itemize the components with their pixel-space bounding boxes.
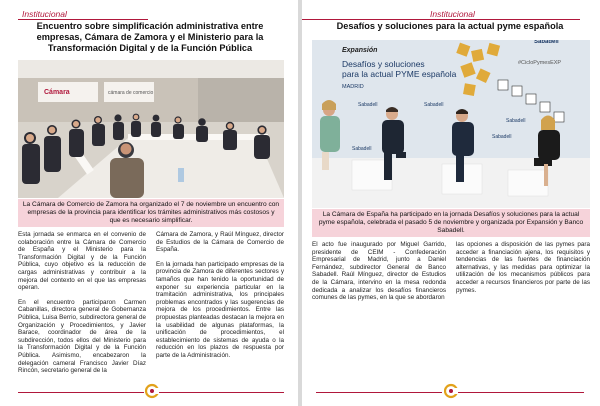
paragraph: El acto fue inaugurado por Miguel Garrido, presidente de CEIM - Confederación Empresarial de Madrid, junto a Daniel Fernández, subdirector General de Banco Sabadell. Raúl Mínguez, director de Estudios de la Cámara, intervino en la mesa redonda dedicada a analizar los desafíos financieros comunes de las pymes, en la que se abordaron [312,241,446,302]
article-column-1 [18,231,146,382]
banner-brand: Cámara [44,89,70,96]
sponsor-mark: Sabadell [506,118,526,124]
panel-photo-illustration [312,40,590,208]
article-column-1 [312,241,446,309]
section-tab-right [302,9,475,21]
sponsor-mark: Sabadell [492,134,512,140]
footer-rule [158,392,284,393]
footer-rule [316,392,442,393]
paragraph: las opciones a disposición de las pymes para acceder a financiación ajena, los requisitos y tendencias de las fuentes de financiación alternativas, y las medidas para optimizar la utilización de los mecanismos públicos para acceder a recursos financieros por parte de las pymes. [456,241,590,294]
meeting-photo-illustration [18,60,284,198]
article-headline: Desafíos y soluciones para la actual pyme española [336,21,564,31]
section-tab-left [18,9,158,21]
sponsor-mark: Sabadell [358,102,378,108]
photo-caption: La Cámara de España ha participado en la jornada Desafíos y soluciones para la actual pyme española, celebrada el pasado 5 de noviembre y organizada por Expansión y Banco Sabadell. [312,209,590,237]
paragraph: En el encuentro participaron Carmen Cabanillas, directora general de Gobernanza Pública, Luisa Berrio, subdirectora general de Organización y Procedimientos, y Javier Barace, coordinador de área de la subdirección, todos ellos del Ministerio para la Transformación Digital y de la Función Pública. Asimismo, encabezaron la delegación cameral Francisco Javier Díaz Rincón, secretario general de la [18,298,146,375]
photo-caption: La Cámara de Comercio de Zamora ha organizado el 7 de noviembre un encuentro con empresas de la provincia para identificar los trámites administrativos más costosos y que es necesario simplificar. [18,199,284,227]
sponsor-mark: Sabadell [352,146,372,152]
sponsor-mark: Sabadell [424,102,444,108]
paragraph: Cámara de Zamora, y Raúl Mínguez, director de Estudios de la Cámara de Comercio de España. [156,231,284,254]
meeting-photo [18,60,284,198]
footer-rule [458,392,584,393]
camara-logo-icon [145,383,159,399]
panel-photo [312,40,590,208]
camara-logo-icon [444,383,458,399]
banner-text: cámara de comercio [108,90,154,96]
event-logo: Expansión [342,47,378,54]
section-rule [18,19,148,20]
sponsor-name: Sabadell [534,40,559,45]
event-title-1: Desafíos y soluciones [342,59,425,69]
section-label: Institucional [430,9,475,19]
paragraph: Esta jornada se enmarca en el convenio de colaboración entre la Cámara de Comercio de España y el Ministerio para la Transformación Digital y de la Función Pública, cuyo objetivo es la reducción de cargas administrativas y contribuir a la mejora del contexto en el que las empresas operan. [18,231,146,292]
section-label: Institucional [22,9,67,19]
paragraph: En la jornada han participado empresas de la provincia de Zamora de diferentes sectores y tamaños que han tenido la oportunidad de exponer su experiencia particular en la tramitación administrativa, los principales problemas encontrados y las sugerencias de mejora de los procedimientos. Entre las propuestas planteadas destacan la mejora en la usabilidad de algunas plataformas, la unificación de procedimientos, el establecimiento de sistemas de ayuda o la reducción en los plazos de respuesta por parte de la Administración. [156,260,284,359]
article-headline: Encuentro sobre simplificación administrativa entre empresas, Cámara de Zamora y el Ministerio para la Transformación Digital y de la Función Pública [36,21,264,53]
article-column-2 [156,231,284,367]
event-city: MADRID [342,84,364,90]
event-hashtag: #CicloPymesEXP [518,60,562,66]
event-title-2: para la actual PYME española [342,69,457,79]
footer-rule [18,392,144,393]
section-rule [302,19,580,20]
article-column-2 [456,241,590,301]
